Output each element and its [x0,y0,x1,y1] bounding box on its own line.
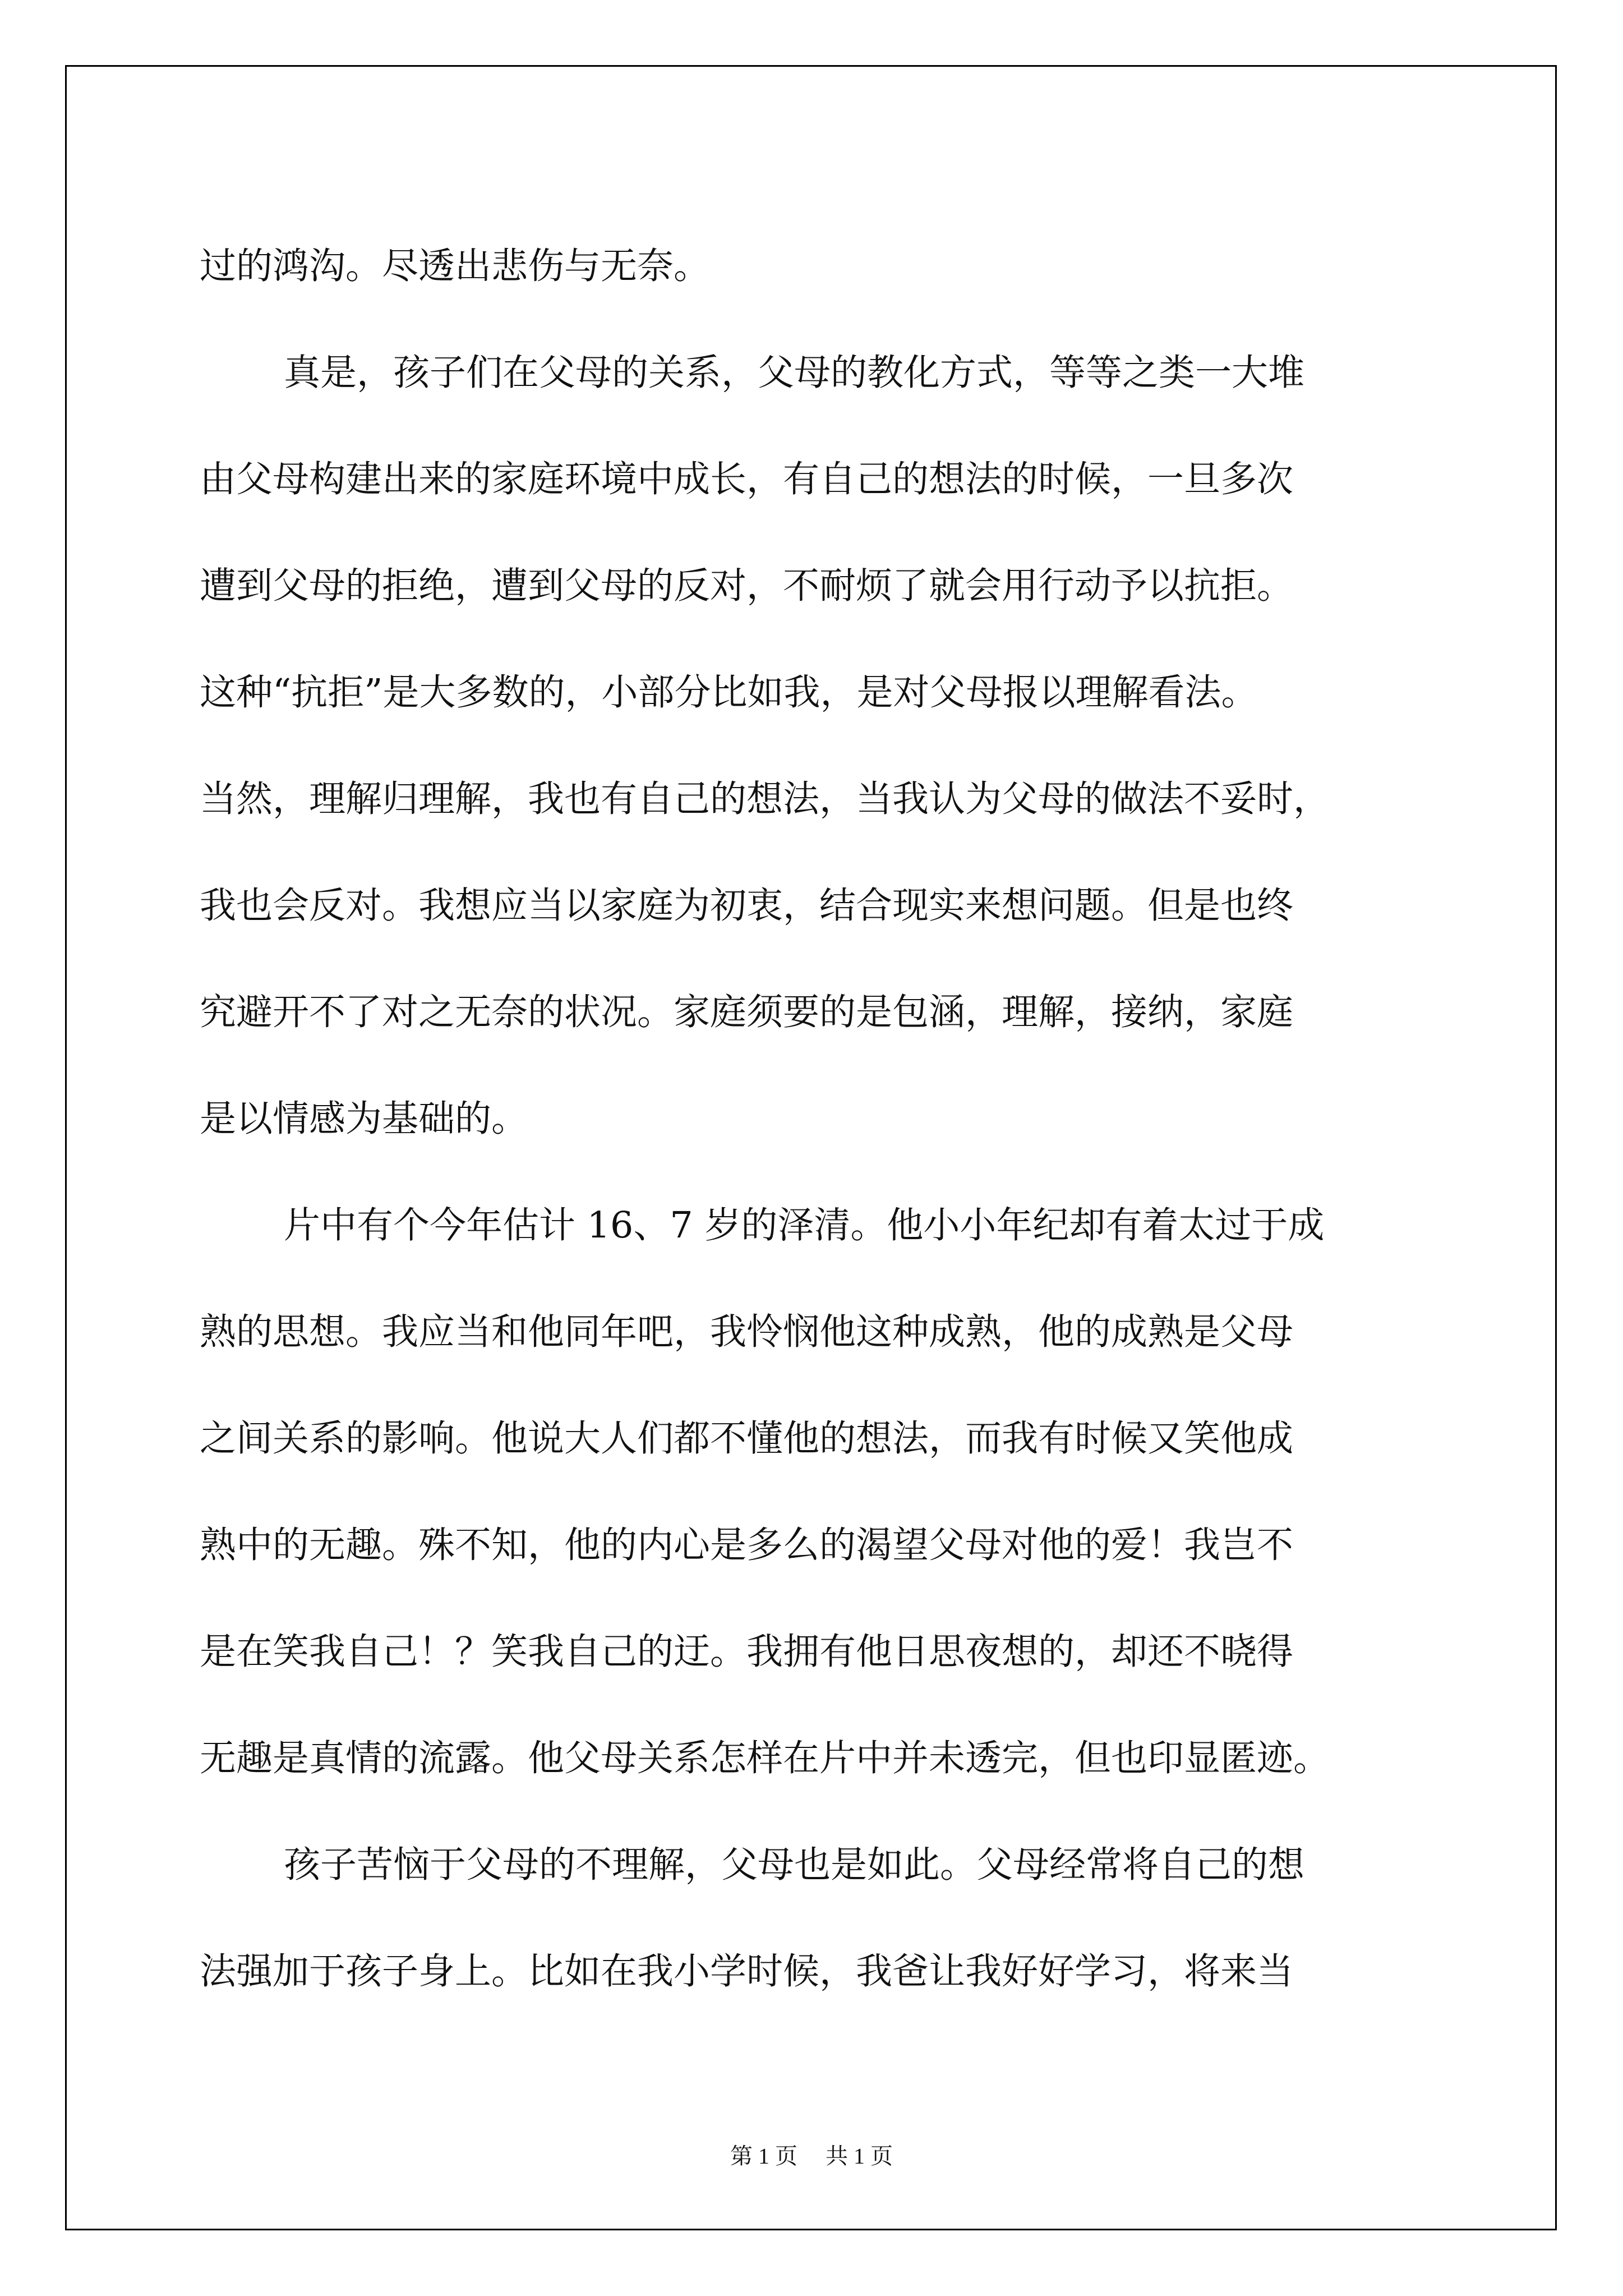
text-line-10: 片中有个今年估计 16、7 岁的泽清。他小小年纪却有着太过于成 [284,1204,1325,1246]
text-line-12: 之间关系的影响。他说大人们都不懂他的想法，而我有时候又笑他成 [200,1418,1294,1460]
text-line-15: 无趣是真情的流露。他父母关系怎样在片中并未透完，但也印显匿迹。 [200,1737,1330,1779]
text-line-11: 熟的思想。我应当和他同年吧，我怜悯他这种成熟，他的成熟是父母 [200,1311,1294,1353]
text-line-5: 这种“抗拒”是大多数的，小部分比如我，是对父母报以理解看法。 [200,671,1258,714]
text-line-3: 由父母构建出来的家庭环境中成长，有自己的想法的时候，一旦多次 [200,458,1294,500]
text-line-1: 过的鸿沟。尽透出悲伤与无奈。 [200,245,711,287]
text-line-14: 是在笑我自己！？笑我自己的迂。我拥有他日思夜想的，却还不晓得 [200,1631,1294,1673]
text-line-9: 是以情感为基础的。 [200,1098,528,1140]
document-body [200,213,1422,2025]
text-line-17: 法强加于孩子身上。比如在我小学时候，我爸让我好好学习，将来当 [200,1950,1294,1993]
text-line-13: 熟中的无趣。殊不知，他的内心是多么的渴望父母对他的爱！我岂不 [200,1524,1294,1566]
text-line-2: 真是，孩子们在父母的关系，父母的教化方式，等等之类一大堆 [284,352,1305,394]
page-number: 第 1 页 [730,2143,797,2169]
text-line-16: 孩子苦恼于父母的不理解，父母也是如此。父母经常将自己的想 [284,1844,1305,1886]
text-line-6: 当然，理解归理解，我也有自己的想法，当我认为父母的做法不妥时， [200,778,1330,820]
text-line-8: 究避开不了对之无奈的状况。家庭须要的是包涵，理解，接纳，家庭 [200,991,1294,1033]
page-footer [0,2138,1623,2170]
text-line-4: 遭到父母的拒绝，遭到父母的反对，不耐烦了就会用行动予以抗拒。 [200,565,1294,607]
page-total: 共 1 页 [826,2143,893,2169]
text-line-7: 我也会反对。我想应当以家庭为初衷，结合现实来想问题。但是也终 [200,885,1294,927]
